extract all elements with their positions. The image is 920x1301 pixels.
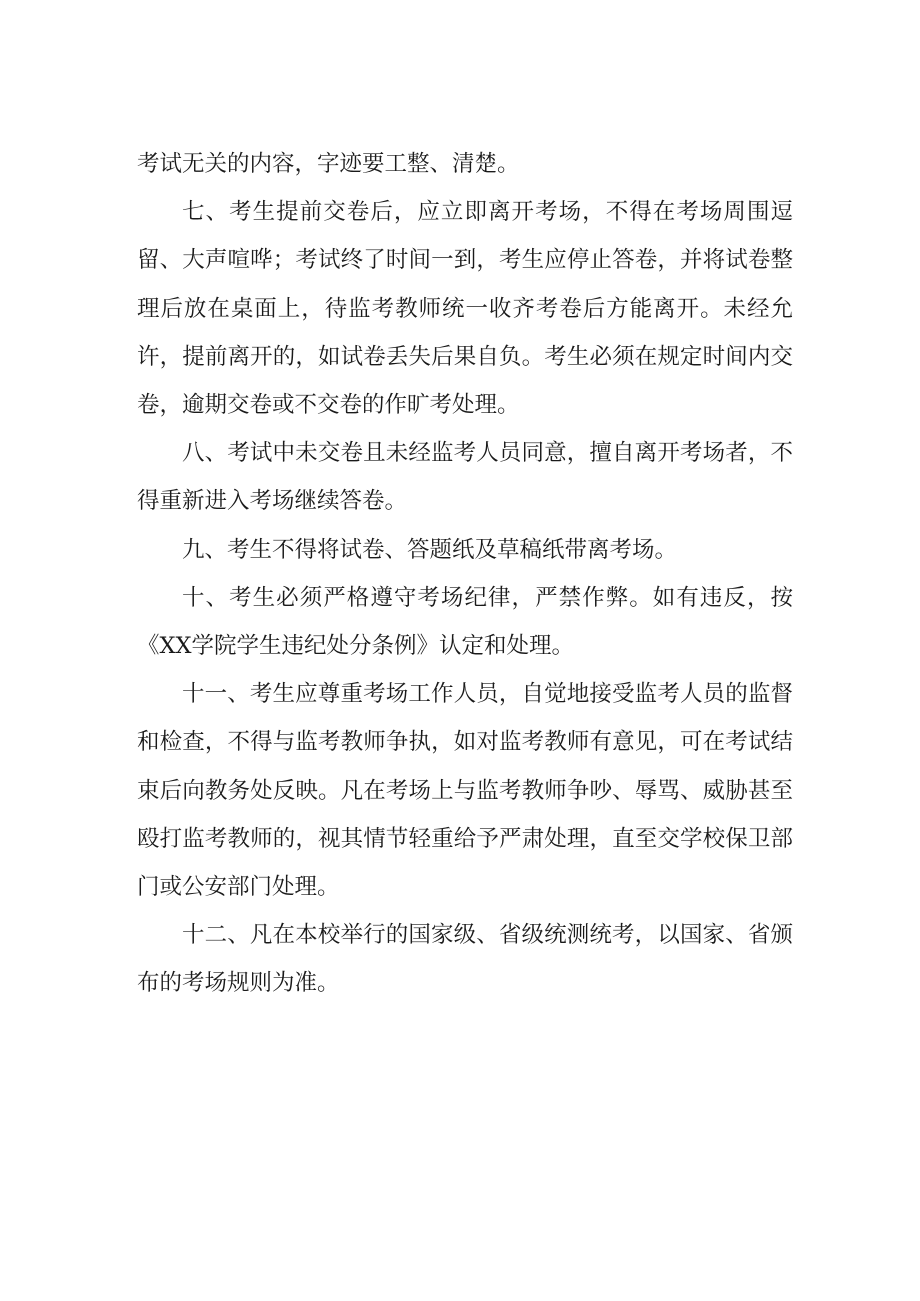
paragraph-continuation: 考试无关的内容，字迹要工整、清楚。 xyxy=(137,151,520,177)
paragraph-rule-7: 七、考生提前交卷后，应立即离开考场，不得在考场周围逗留、大声喧哗；考试终了时间一到，考生应停止答卷，并将试卷整理后放在桌面上，待监考教师统一收齐考卷后方能离开。未经允许，提前离开的，如试卷丢失后果自负。考生必须在规定时间内交卷，逾期交卷或不交卷的作旷考处理。 xyxy=(137,199,793,419)
paragraph-rule-10: 十、考生必须严格遵守考场纪律，严禁作弊。如有违反，按《XX学院学生违纪处分条例》认定和处理。 xyxy=(137,584,793,660)
paragraph-rule-11: 十一、考生应尊重考场工作人员，自觉地接受监考人员的监督和检查，不得与监考教师争执，如对监考教师有意见，可在考试结束后向教务处反映。凡在考场上与监考教师争吵、辱骂、威胁甚至殴打监考教师的，视其情节轻重给予严肃处理，直至交学校保卫部门或公安部门处理。 xyxy=(137,681,793,901)
paragraph-rule-12: 十二、凡在本校举行的国家级、省级统测统考，以国家、省颁布的考场规则为准。 xyxy=(137,922,793,997)
paragraph-rule-8: 八、考试中未交卷且未经监考人员同意，擅自离开考场者，不得重新进入考场继续答卷。 xyxy=(137,440,793,515)
paragraph-rule-9: 九、考生不得将试卷、答题纸及草稿纸带离考场。 xyxy=(182,536,678,563)
document-body xyxy=(137,140,793,1008)
